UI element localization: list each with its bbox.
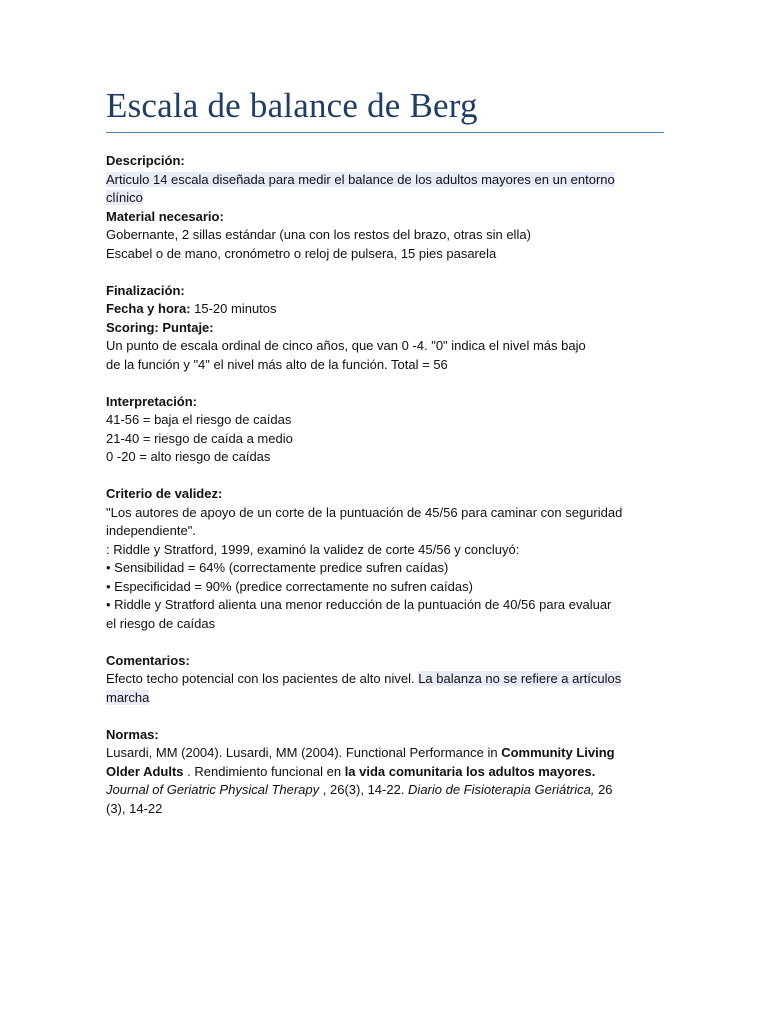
criterio-bullet-riddle: • Riddle y Stratford alienta una menor reducción de la puntuación de 40/56 para evaluar xyxy=(106,597,612,612)
interpretacion-item: 41-56 = baja el riesgo de caídas xyxy=(106,412,292,427)
criterio-line1: "Los autores de apoyo de un corte de la puntuación de 45/56 para caminar con seguridad xyxy=(106,504,623,520)
normas-citation-text: 26 xyxy=(594,782,613,797)
comentarios-label: Comentarios: xyxy=(106,652,190,668)
criterio-line7: el riesgo de caídas xyxy=(106,615,216,631)
fecha-hora-line xyxy=(106,300,666,319)
interpretacion-label: Interpretación: xyxy=(106,393,198,409)
normas-journal-title-es: Diario de Fisioterapia Geriátrica, xyxy=(408,782,595,797)
normas-label: Normas: xyxy=(106,726,159,742)
normas-citation-text: , 26(3), 14-22. xyxy=(319,782,409,797)
title-underline xyxy=(106,132,664,133)
normas-citation-text: Lusardi, MM (2004). Lusardi, MM (2004). Functional Performance in xyxy=(106,745,502,760)
scoring-line2: de la función y "4" el nivel más alto de la función. Total = 56 xyxy=(106,356,448,372)
normas-citation-bold: la vida comunitaria los adultos mayores. xyxy=(344,763,596,779)
material-line1: Gobernante, 2 sillas estándar (una con los restos del brazo, otras sin ella) xyxy=(106,227,531,242)
normas-citation-bold: Older Adults xyxy=(106,763,184,779)
interpretacion-item: 21-40 = riesgo de caída a medio xyxy=(106,430,293,446)
normas-citation-text: . Rendimiento funcional en xyxy=(183,763,345,779)
criterio-bullet-sensibilidad: • Sensibilidad = 64% (correctamente predice sufren caídas) xyxy=(106,560,449,575)
interpretacion-item: 0 -20 = alto riesgo de caídas xyxy=(106,449,271,464)
document-body xyxy=(106,152,666,818)
document-title: Escala de balance de Berg xyxy=(106,86,478,125)
criterio-label: Criterio de validez: xyxy=(106,486,223,501)
normas-line1 xyxy=(106,744,666,763)
descripcion-text-line2: clínico xyxy=(106,190,143,205)
normas-line3 xyxy=(106,781,666,800)
fecha-hora-label: Fecha y hora: xyxy=(106,301,191,316)
material-label: Material necesario: xyxy=(106,208,224,224)
descripcion-label: Descripción: xyxy=(106,153,185,168)
comentarios-text: Efecto techo potencial con los pacientes de alto nivel. xyxy=(106,671,419,686)
criterio-line2: independiente". xyxy=(106,523,196,538)
scoring-line1: Un punto de escala ordinal de cinco años, que van 0 -4. "0" indica el nivel más bajo xyxy=(106,338,586,353)
criterio-line3: : Riddle y Stratford, 1999, examinó la validez de corte 45/56 y concluyó: xyxy=(106,541,520,557)
normas-line2 xyxy=(106,763,666,782)
fecha-hora-value: 15-20 minutos xyxy=(190,301,277,316)
finalizacion-label: Finalización: xyxy=(106,282,185,298)
normas-journal-title: Journal of Geriatric Physical Therapy xyxy=(106,782,320,797)
comentarios-highlight-line2: marcha xyxy=(106,689,150,705)
descripcion-text-line1: Articulo 14 escala diseñada para medir el balance de los adultos mayores en un entorno xyxy=(106,171,615,187)
comentarios-highlight: La balanza no se refiere a artículos xyxy=(418,671,622,686)
criterio-bullet-especificidad: • Especificidad = 90% (predice correctamente no sufren caídas) xyxy=(106,578,473,594)
comentarios-line1 xyxy=(106,670,666,689)
scoring-label: Scoring: Puntaje: xyxy=(106,319,214,335)
material-line2: Escabel o de mano, cronómetro o reloj de pulsera, 15 pies pasarela xyxy=(106,245,497,261)
normas-line4: (3), 14-22 xyxy=(106,800,163,816)
normas-citation-bold: Community Living xyxy=(501,745,615,760)
